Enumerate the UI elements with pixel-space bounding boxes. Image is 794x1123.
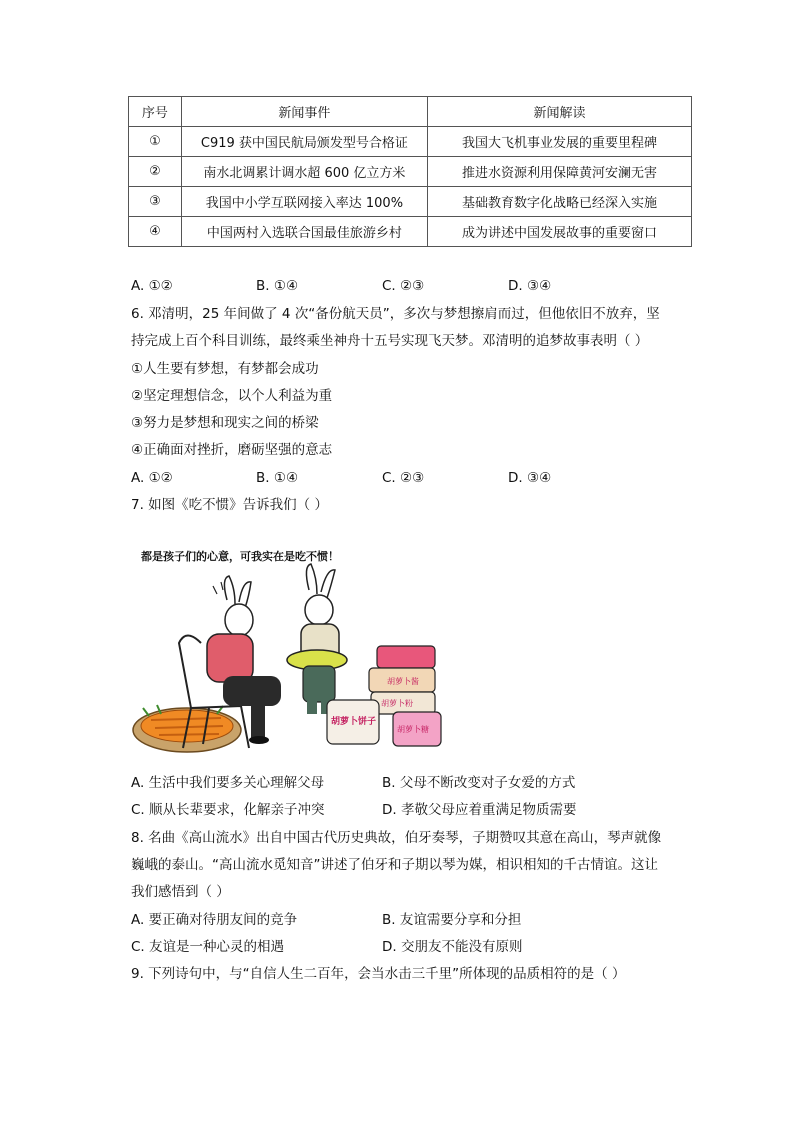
q8-stem-line-3: 我们感悟到（ ） — [131, 884, 230, 900]
q7-option-d: D. 孝敬父母应着重满足物质需要 — [382, 802, 577, 818]
q8-stem-line-2: 巍峨的泰山。“高山流水觅知音”讲述了伯牙和子期以琴为媒，相识相知的千古情谊。这让 — [131, 857, 658, 873]
table-cell: 我国中小学互联网接入率达 100% — [181, 187, 427, 217]
box-label: 胡萝卜饼子 — [331, 717, 377, 727]
table-row — [129, 157, 692, 187]
q5-option-b: B. ①④ — [256, 278, 299, 294]
q6-stem-line-2: 持完成上百个科目训练，最终乘坐神舟十五号实现飞天梦。邓清明的追梦故事表明（ ） — [131, 333, 649, 349]
q5-option-d: D. ③④ — [508, 278, 552, 294]
q8-option-a: A. 要正确对待朋友间的竞争 — [131, 912, 298, 928]
table-row — [129, 187, 692, 217]
q6-item-3: ③努力是梦想和现实之间的桥梁 — [131, 415, 319, 431]
table-cell: 基础教育数字化战略已经深入实施 — [427, 187, 691, 217]
table-cell: 我国大飞机事业发展的重要里程碑 — [427, 127, 691, 157]
q6-item-2: ②坚定理想信念，以个人利益为重 — [131, 388, 333, 404]
table-cell: ④ — [129, 217, 182, 247]
table-cell: 中国两村入选联合国最佳旅游乡村 — [181, 217, 427, 247]
cartoon-drawing — [131, 548, 451, 758]
q6-option-d: D. ③④ — [508, 470, 552, 486]
q7-option-c: C. 顺从长辈要求，化解亲子冲突 — [131, 802, 325, 818]
child-rabbit-icon — [287, 564, 347, 714]
table-cell: 南水北调累计调水超 600 亿立方米 — [181, 157, 427, 187]
q7-stem: 7. 如图《吃不惯》告诉我们（ ） — [131, 497, 328, 513]
q6-item-1: ①人生要有梦想，有梦都会成功 — [131, 361, 319, 377]
cartoon-illustration — [131, 548, 451, 758]
table-cell: 成为讲述中国发展故事的重要窗口 — [427, 217, 691, 247]
table-header: 序号 — [129, 97, 182, 127]
cartoon-caption: 都是孩子们的心意，可我实在是吃不惯！ — [141, 550, 339, 563]
table-row — [129, 127, 692, 157]
table-cell: ③ — [129, 187, 182, 217]
q5-option-c: C. ②③ — [382, 278, 425, 294]
table-header: 新闻事件 — [181, 97, 427, 127]
box-label: 胡萝卜糖 — [397, 725, 429, 734]
table-cell: ② — [129, 157, 182, 187]
q6-option-b: B. ①④ — [256, 470, 299, 486]
table-row — [129, 217, 692, 247]
q6-item-4: ④正确面对挫折，磨砺坚强的意志 — [131, 442, 333, 458]
table-cell: 推进水资源利用保障黄河安澜无害 — [427, 157, 691, 187]
q6-option-a: A. ①② — [131, 470, 173, 486]
q5-option-a: A. ①② — [131, 278, 173, 294]
q6-option-c: C. ②③ — [382, 470, 425, 486]
q9-stem: 9. 下列诗句中，与“自信人生二百年，会当水击三千里”所体现的品质相符的是（ ） — [131, 966, 626, 982]
table-cell: ① — [129, 127, 182, 157]
q8-option-c: C. 友谊是一种心灵的相遇 — [131, 939, 285, 955]
news-table — [128, 96, 692, 247]
table-cell: C919 获中国民航局颁发型号合格证 — [181, 127, 427, 157]
q6-stem-line-1: 6. 邓清明，25 年间做了 4 次“备份航天员”，多次与梦想擦肩而过，但他依旧不放弃，坚 — [131, 306, 660, 322]
q8-option-b: B. 友谊需要分享和分担 — [382, 912, 522, 928]
q7-option-b: B. 父母不断改变对子女爱的方式 — [382, 775, 576, 791]
q8-stem-line-1: 8. 名曲《高山流水》出自中国古代历史典故，伯牙奏琴，子期赞叹其意在高山，琴声就像 — [131, 830, 662, 846]
table-header-row — [129, 97, 692, 127]
table-header: 新闻解读 — [427, 97, 691, 127]
box-label: 胡萝卜酱 — [387, 677, 419, 686]
box-label: 胡萝卜粉 — [381, 699, 413, 708]
q8-option-d: D. 交朋友不能没有原则 — [382, 939, 523, 955]
q7-option-a: A. 生活中我们要多关心理解父母 — [131, 775, 325, 791]
